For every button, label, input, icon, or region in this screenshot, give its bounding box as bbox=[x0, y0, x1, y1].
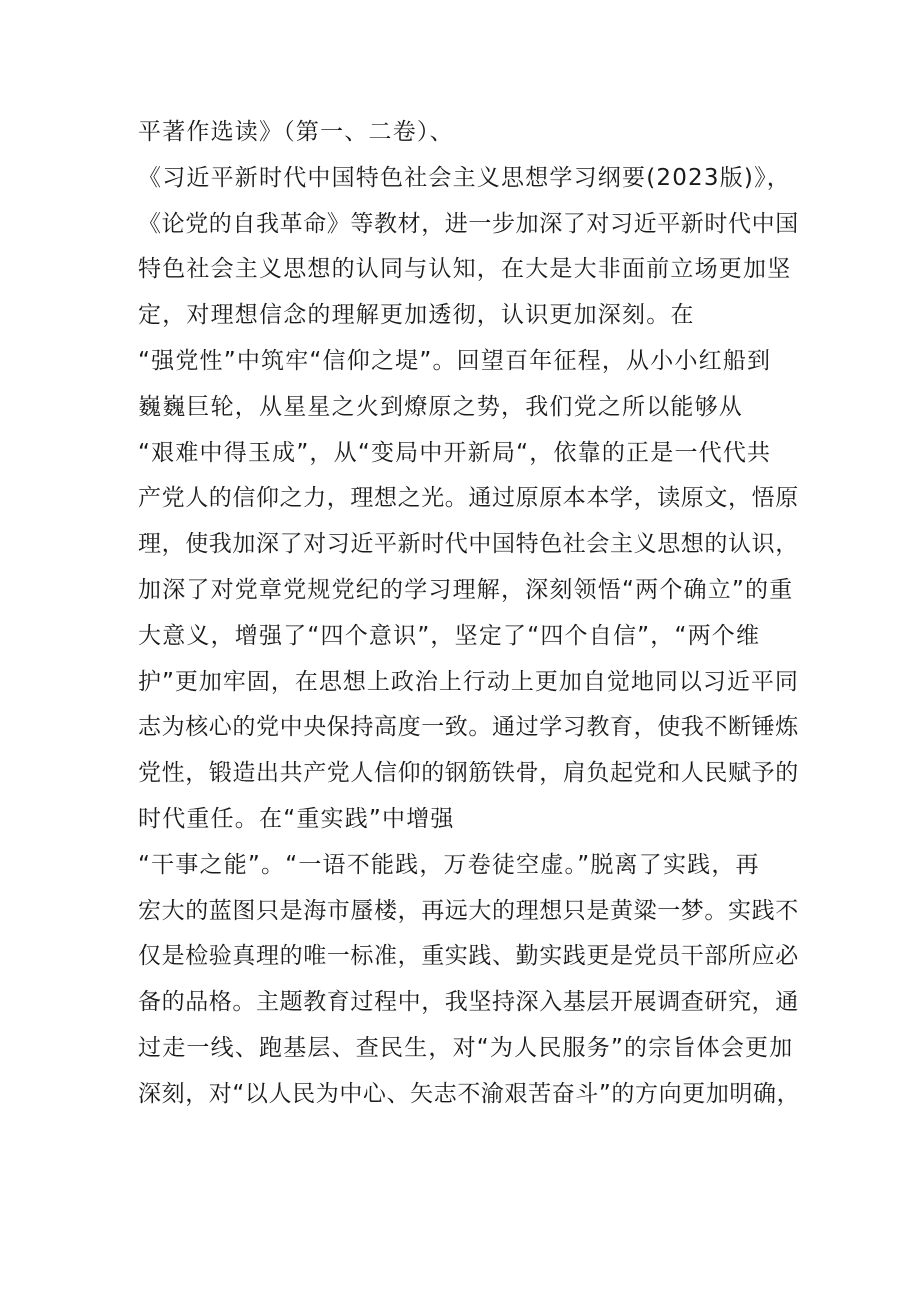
text-line: 加深了对党章党规党纪的学习理解，深刻领悟“两个确立”的重 bbox=[138, 576, 794, 603]
text-line: 深刻，对“以人民为中心、矢志不渝艰苦奋斗”的方向更加明确， bbox=[138, 1080, 801, 1107]
text-line: 产党人的信仰之力，理想之光。通过原原本本学，读原文，悟原 bbox=[138, 485, 799, 512]
text-line: 大意义，增强了“四个意识”，坚定了“四个自信”，“两个维 bbox=[138, 622, 761, 649]
document-body bbox=[138, 110, 800, 1118]
text-line: 党性，锻造出共产党人信仰的钢筋铁骨，肩负起党和人民赋予的 bbox=[138, 760, 799, 787]
text-line: “艰难中得玉成”，从“变局中开新局“，依靠的正是一代代共 bbox=[138, 439, 772, 466]
text-line: 过走一线、跑基层、查民生，对“为人民服务”的宗旨体会更加 bbox=[138, 1034, 794, 1061]
text-line: 护”更加牢固，在思想上政治上行动上更加自觉地同以习近平同 bbox=[138, 668, 799, 695]
text-line: 定，对理想信念的理解更加透彻，认识更加深刻。在 bbox=[138, 302, 695, 329]
text-line: 备的品格。主题教育过程中，我坚持深入基层开展调查研究，通 bbox=[138, 989, 799, 1016]
text-line: 仅是检验真理的唯一标准，重实践、勤实践更是党员干部所应必 bbox=[138, 943, 799, 970]
text-line: 宏大的蓝图只是海市蜃楼，再远大的理想只是黄粱一梦。实践不 bbox=[138, 897, 799, 924]
text-line: “强党性”中筑牢“信仰之堤”。回望百年征程，从小小红船到 bbox=[138, 347, 772, 374]
text-line: 《论党的自我革命》等教材，进一步加深了对习近平新时代中国 bbox=[138, 210, 799, 237]
text-line: 巍巍巨轮，从星星之火到燎原之势，我们党之所以能够从 bbox=[138, 393, 743, 420]
text-line: 理，使我加深了对习近平新时代中国特色社会主义思想的认识， bbox=[138, 531, 799, 558]
text-line: 特色社会主义思想的认同与认知，在大是大非面前立场更加坚 bbox=[138, 256, 792, 283]
text-line: 平著作选读》（第一、二卷）、 bbox=[138, 119, 454, 145]
text-line: “干事之能”。“一语不能践，万卷徒空虚。”脱离了实践，再 bbox=[138, 851, 760, 878]
text-line: 《习近平新时代中国特色社会主义思想学习纲要(2023版)》， bbox=[138, 164, 791, 191]
text-line: 时代重任。在“重实践”中增强 bbox=[138, 805, 455, 832]
text-line: 志为核心的党中央保持高度一致。通过学习教育，使我不断锤炼 bbox=[138, 714, 799, 741]
